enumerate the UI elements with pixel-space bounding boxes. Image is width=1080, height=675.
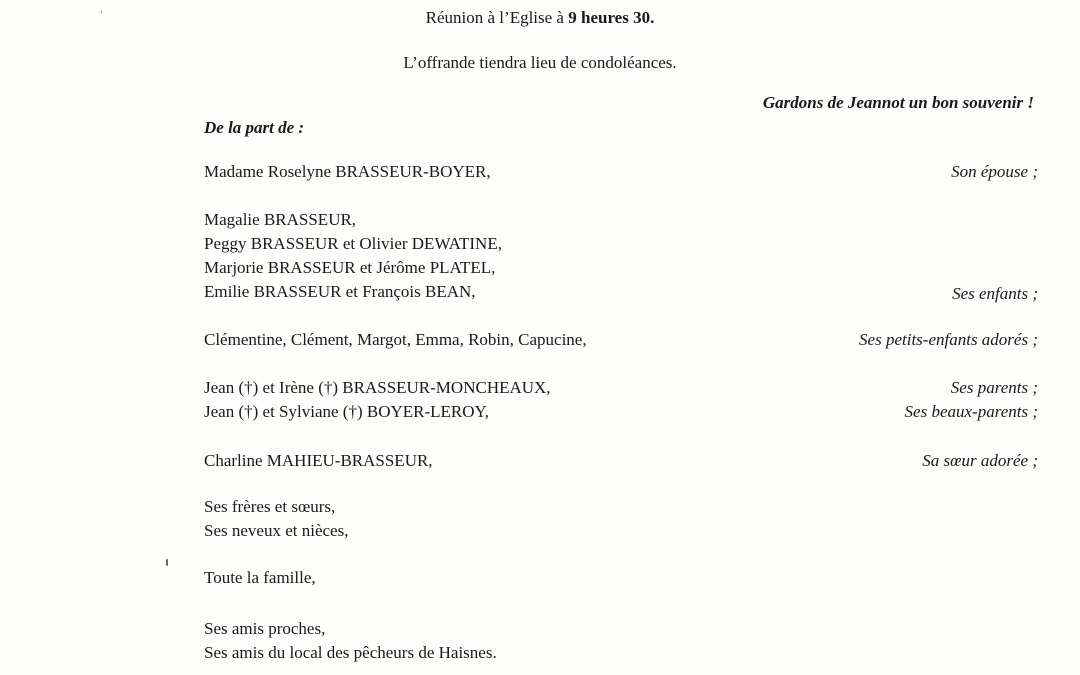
memory-line: Gardons de Jeannot un bon souvenir ! xyxy=(762,93,1034,112)
from-heading: De la part de : xyxy=(204,118,305,137)
scan-speck-mark xyxy=(166,559,168,566)
parents-role: Ses parents ; xyxy=(950,378,1038,397)
parents-names: Jean (†) et Irène (†) BRASSEUR-MONCHEAUX, xyxy=(204,378,551,397)
child-name-1: Magalie BRASSEUR, xyxy=(204,210,357,229)
sister-name: Charline MAHIEU-BRASSEUR, xyxy=(204,451,433,470)
meeting-time: 9 heures 30. xyxy=(568,8,655,27)
family-line: Toute la famille, xyxy=(204,568,316,587)
offering-line: L’offrande tiendra lieu de condoléances. xyxy=(403,53,677,72)
meeting-line xyxy=(0,7,1080,29)
grandchildren-role: Ses petits-enfants adorés ; xyxy=(859,330,1038,349)
in-laws-names: Jean (†) et Sylviane (†) BOYER-LEROY, xyxy=(204,402,489,421)
nephews-line: Ses neveux et nièces, xyxy=(204,521,349,540)
child-name-2: Peggy BRASSEUR et Olivier DEWATINE, xyxy=(204,234,502,253)
close-friends-line: Ses amis proches, xyxy=(204,619,326,638)
spouse-role: Son épouse ; xyxy=(951,162,1038,181)
child-name-4: Emilie BRASSEUR et François BEAN, xyxy=(204,282,476,301)
grandchildren-names: Clémentine, Clément, Margot, Emma, Robin, Capucine, xyxy=(204,330,587,349)
scan-speck-mark xyxy=(101,10,102,13)
in-laws-role: Ses beaux-parents ; xyxy=(904,402,1038,421)
fishing-friends-line: Ses amis du local des pêcheurs de Haisnes. xyxy=(204,643,497,662)
spouse-name: Madame Roselyne BRASSEUR-BOYER, xyxy=(204,162,491,181)
child-name-3: Marjorie BRASSEUR et Jérôme PLATEL, xyxy=(204,258,496,277)
sister-role: Sa sœur adorée ; xyxy=(922,451,1038,470)
meeting-prefix: Réunion à l’Eglise à xyxy=(425,8,569,27)
children-role: Ses enfants ; xyxy=(952,284,1038,303)
siblings-line: Ses frères et sœurs, xyxy=(204,497,336,516)
